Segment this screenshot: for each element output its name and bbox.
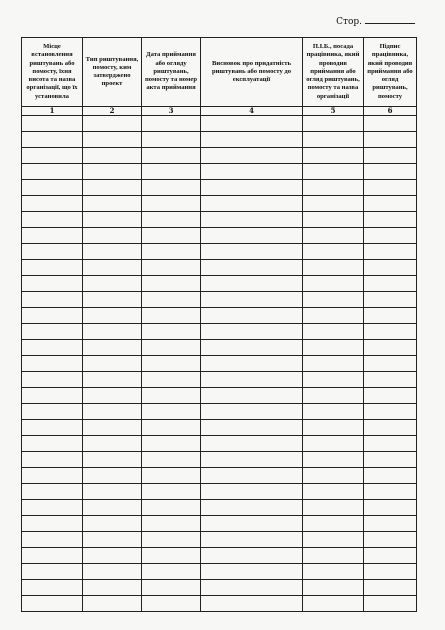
table-cell[interactable]	[22, 340, 83, 356]
table-cell[interactable]	[303, 148, 364, 164]
page-label: Стор.	[336, 17, 362, 27]
table-cell[interactable]	[83, 308, 142, 324]
table-cell[interactable]	[142, 228, 201, 244]
table-cell[interactable]	[142, 132, 201, 148]
table-cell[interactable]	[201, 564, 303, 580]
table-cell[interactable]	[364, 404, 417, 420]
table-cell[interactable]	[83, 548, 142, 564]
table-cell[interactable]	[303, 340, 364, 356]
table-cell[interactable]	[22, 196, 83, 212]
table-row	[22, 292, 417, 308]
table-cell[interactable]	[303, 180, 364, 196]
table-cell[interactable]	[201, 532, 303, 548]
column-number: 1	[22, 107, 83, 116]
table-cell[interactable]	[83, 212, 142, 228]
table-cell[interactable]	[201, 596, 303, 612]
page-number-field[interactable]	[365, 15, 415, 24]
table-row	[22, 212, 417, 228]
table-cell[interactable]	[142, 164, 201, 180]
table-cell[interactable]	[364, 596, 417, 612]
table-cell[interactable]	[201, 484, 303, 500]
table-cell[interactable]	[364, 116, 417, 132]
table-cell[interactable]	[22, 212, 83, 228]
table-row	[22, 500, 417, 516]
table-cell[interactable]	[83, 340, 142, 356]
table-cell[interactable]	[22, 372, 83, 388]
table-cell[interactable]	[303, 324, 364, 340]
table-cell[interactable]	[364, 564, 417, 580]
table-cell[interactable]	[22, 308, 83, 324]
table-cell[interactable]	[201, 212, 303, 228]
table-cell[interactable]	[201, 260, 303, 276]
table-cell[interactable]	[201, 132, 303, 148]
table-cell[interactable]	[22, 164, 83, 180]
table-cell[interactable]	[142, 468, 201, 484]
table-cell[interactable]	[83, 420, 142, 436]
table-body	[22, 116, 417, 612]
table-cell[interactable]	[201, 164, 303, 180]
table-cell[interactable]	[201, 468, 303, 484]
table-row	[22, 228, 417, 244]
table-cell[interactable]	[22, 244, 83, 260]
table-cell[interactable]	[83, 116, 142, 132]
column-number: 5	[303, 107, 364, 116]
table-row	[22, 532, 417, 548]
header-signature: Підпис працівника, який проводив приймання або огляд риштувань, помосту	[364, 38, 417, 107]
table-cell[interactable]	[142, 580, 201, 596]
table-row	[22, 548, 417, 564]
table-cell[interactable]	[83, 244, 142, 260]
table-cell[interactable]	[201, 436, 303, 452]
table-cell[interactable]	[303, 372, 364, 388]
table-cell[interactable]	[201, 356, 303, 372]
table-cell[interactable]	[142, 340, 201, 356]
table-row	[22, 308, 417, 324]
column-number: 2	[83, 107, 142, 116]
table-cell[interactable]	[22, 580, 83, 596]
table-cell[interactable]	[201, 404, 303, 420]
table-cell[interactable]	[201, 244, 303, 260]
inspection-journal-table	[21, 37, 417, 612]
table-cell[interactable]	[303, 308, 364, 324]
table-cell[interactable]	[364, 436, 417, 452]
table-row	[22, 564, 417, 580]
table-cell[interactable]	[201, 580, 303, 596]
table-cell[interactable]	[83, 532, 142, 548]
table-row	[22, 484, 417, 500]
table-cell[interactable]	[364, 500, 417, 516]
header-row	[22, 38, 417, 107]
table-cell[interactable]	[22, 596, 83, 612]
table-cell[interactable]	[142, 500, 201, 516]
table-row	[22, 388, 417, 404]
table-cell[interactable]	[83, 372, 142, 388]
table-cell[interactable]	[364, 164, 417, 180]
column-number-row	[22, 107, 417, 116]
table-cell[interactable]	[142, 516, 201, 532]
table-cell[interactable]	[364, 276, 417, 292]
table-row	[22, 596, 417, 612]
table-cell[interactable]	[83, 276, 142, 292]
table-cell[interactable]	[303, 276, 364, 292]
table-row	[22, 516, 417, 532]
table-cell[interactable]	[201, 324, 303, 340]
table-row	[22, 196, 417, 212]
table-cell[interactable]	[83, 564, 142, 580]
table-cell[interactable]	[142, 532, 201, 548]
table-cell[interactable]	[364, 212, 417, 228]
table-row	[22, 580, 417, 596]
table-cell[interactable]	[303, 532, 364, 548]
table-cell[interactable]	[22, 484, 83, 500]
table-cell[interactable]	[201, 548, 303, 564]
table-cell[interactable]	[83, 484, 142, 500]
table-cell[interactable]	[201, 372, 303, 388]
table-cell[interactable]	[83, 580, 142, 596]
table-cell[interactable]	[201, 516, 303, 532]
table-cell[interactable]	[201, 276, 303, 292]
table-cell[interactable]	[364, 468, 417, 484]
table-cell[interactable]	[303, 132, 364, 148]
table-cell[interactable]	[303, 564, 364, 580]
table-cell[interactable]	[303, 580, 364, 596]
table-cell[interactable]	[364, 580, 417, 596]
table-cell[interactable]	[364, 324, 417, 340]
table-cell[interactable]	[364, 452, 417, 468]
table-cell[interactable]	[201, 500, 303, 516]
table-row	[22, 436, 417, 452]
table-cell[interactable]	[142, 116, 201, 132]
table-row	[22, 468, 417, 484]
table-cell[interactable]	[83, 132, 142, 148]
table-cell[interactable]	[22, 356, 83, 372]
table-cell[interactable]	[303, 196, 364, 212]
table-cell[interactable]	[83, 356, 142, 372]
table-cell[interactable]	[303, 452, 364, 468]
table-cell[interactable]	[83, 468, 142, 484]
table-cell[interactable]	[201, 148, 303, 164]
table-cell[interactable]	[83, 596, 142, 612]
table-cell[interactable]	[142, 452, 201, 468]
table-cell[interactable]	[201, 308, 303, 324]
table-cell[interactable]	[142, 404, 201, 420]
table-row	[22, 356, 417, 372]
table-row	[22, 116, 417, 132]
table-cell[interactable]	[22, 532, 83, 548]
table-cell[interactable]	[22, 548, 83, 564]
table-row	[22, 180, 417, 196]
table-cell[interactable]	[364, 260, 417, 276]
header-date: Дата приймання або огляду риштувань, помосту та номер акта приймання	[142, 38, 201, 107]
table-cell[interactable]	[22, 148, 83, 164]
table-cell[interactable]	[303, 548, 364, 564]
table-cell[interactable]	[364, 340, 417, 356]
table-cell[interactable]	[364, 308, 417, 324]
table-cell[interactable]	[142, 372, 201, 388]
table-cell[interactable]	[303, 164, 364, 180]
column-number: 3	[142, 107, 201, 116]
table-row	[22, 404, 417, 420]
table-cell[interactable]	[364, 148, 417, 164]
table-row	[22, 420, 417, 436]
page-number	[336, 15, 415, 27]
header-conclusion: Висновок про придатність риштувань або помосту до експлуатації	[201, 38, 303, 107]
table-cell[interactable]	[142, 436, 201, 452]
table-cell[interactable]	[142, 308, 201, 324]
table-cell[interactable]	[83, 436, 142, 452]
table-cell[interactable]	[364, 356, 417, 372]
table-cell[interactable]	[142, 244, 201, 260]
column-number: 4	[201, 107, 303, 116]
header-location: Місце встановлення риштувань або помосту, їхня висота та назва організації, що їх установила	[22, 38, 83, 107]
table-cell[interactable]	[303, 468, 364, 484]
table-cell[interactable]	[142, 484, 201, 500]
table-cell[interactable]	[303, 292, 364, 308]
table-cell[interactable]	[303, 484, 364, 500]
table-cell[interactable]	[303, 420, 364, 436]
table-cell[interactable]	[303, 260, 364, 276]
table-cell[interactable]	[303, 404, 364, 420]
table-cell[interactable]	[22, 436, 83, 452]
table-cell[interactable]	[22, 116, 83, 132]
table-cell[interactable]	[303, 116, 364, 132]
table-cell[interactable]	[364, 420, 417, 436]
table-cell[interactable]	[83, 164, 142, 180]
table-cell[interactable]	[303, 596, 364, 612]
table-cell[interactable]	[22, 276, 83, 292]
table-cell[interactable]	[22, 404, 83, 420]
table-cell[interactable]	[364, 484, 417, 500]
table-cell[interactable]	[22, 324, 83, 340]
table-cell[interactable]	[364, 196, 417, 212]
table-cell[interactable]	[364, 180, 417, 196]
table-row	[22, 452, 417, 468]
table-cell[interactable]	[201, 452, 303, 468]
table-cell[interactable]	[83, 516, 142, 532]
table-cell[interactable]	[22, 564, 83, 580]
table-cell[interactable]	[201, 388, 303, 404]
table-cell[interactable]	[83, 260, 142, 276]
table-cell[interactable]	[142, 548, 201, 564]
table-row	[22, 132, 417, 148]
table-cell[interactable]	[22, 516, 83, 532]
table-row	[22, 148, 417, 164]
table-row	[22, 324, 417, 340]
table-cell[interactable]	[201, 420, 303, 436]
table-cell[interactable]	[303, 500, 364, 516]
table-cell[interactable]	[22, 260, 83, 276]
table-cell[interactable]	[201, 292, 303, 308]
table-cell[interactable]	[22, 452, 83, 468]
table-cell[interactable]	[22, 292, 83, 308]
table-cell[interactable]	[83, 452, 142, 468]
table-cell[interactable]	[201, 180, 303, 196]
table-row	[22, 260, 417, 276]
table-cell[interactable]	[303, 388, 364, 404]
table-cell[interactable]	[83, 404, 142, 420]
table-cell[interactable]	[142, 276, 201, 292]
table-cell[interactable]	[142, 324, 201, 340]
table-cell[interactable]	[364, 244, 417, 260]
table-cell[interactable]	[303, 244, 364, 260]
table-cell[interactable]	[364, 516, 417, 532]
table-cell[interactable]	[83, 228, 142, 244]
table-cell[interactable]	[142, 420, 201, 436]
table-cell[interactable]	[22, 228, 83, 244]
table-cell[interactable]	[83, 292, 142, 308]
header-type: Тип риштування, помосту, ким затверджено проект	[83, 38, 142, 107]
table-cell[interactable]	[364, 548, 417, 564]
column-number: 6	[364, 107, 417, 116]
table-cell[interactable]	[142, 596, 201, 612]
table-cell[interactable]	[303, 356, 364, 372]
table-cell[interactable]	[142, 180, 201, 196]
table-cell[interactable]	[83, 196, 142, 212]
table-cell[interactable]	[201, 116, 303, 132]
table-cell[interactable]	[364, 292, 417, 308]
table-cell[interactable]	[83, 148, 142, 164]
table-cell[interactable]	[201, 228, 303, 244]
table-cell[interactable]	[201, 196, 303, 212]
table-cell[interactable]	[22, 468, 83, 484]
table-cell[interactable]	[22, 132, 83, 148]
table-cell[interactable]	[83, 500, 142, 516]
table-cell[interactable]	[303, 436, 364, 452]
table-cell[interactable]	[22, 420, 83, 436]
table-cell[interactable]	[364, 228, 417, 244]
table-cell[interactable]	[22, 180, 83, 196]
table-cell[interactable]	[364, 532, 417, 548]
table-row	[22, 164, 417, 180]
table-cell[interactable]	[303, 228, 364, 244]
table-cell[interactable]	[142, 388, 201, 404]
table-cell[interactable]	[142, 212, 201, 228]
table-cell[interactable]	[22, 500, 83, 516]
header-inspector: П.І.Б., посада працівника, який проводив приймання або огляд риштувань, помосту та назва організації	[303, 38, 364, 107]
table-cell[interactable]	[364, 372, 417, 388]
table-cell[interactable]	[22, 388, 83, 404]
table-cell[interactable]	[142, 260, 201, 276]
table-cell[interactable]	[83, 180, 142, 196]
table-cell[interactable]	[142, 564, 201, 580]
table-cell[interactable]	[83, 388, 142, 404]
table-cell[interactable]	[303, 516, 364, 532]
table-cell[interactable]	[364, 388, 417, 404]
table-cell[interactable]	[83, 324, 142, 340]
table-row	[22, 276, 417, 292]
table-cell[interactable]	[142, 292, 201, 308]
table-cell[interactable]	[142, 148, 201, 164]
table-row	[22, 340, 417, 356]
table-row	[22, 372, 417, 388]
table-cell[interactable]	[142, 356, 201, 372]
table-cell[interactable]	[142, 196, 201, 212]
table-cell[interactable]	[201, 340, 303, 356]
table-row	[22, 244, 417, 260]
table-cell[interactable]	[303, 212, 364, 228]
table-cell[interactable]	[364, 132, 417, 148]
